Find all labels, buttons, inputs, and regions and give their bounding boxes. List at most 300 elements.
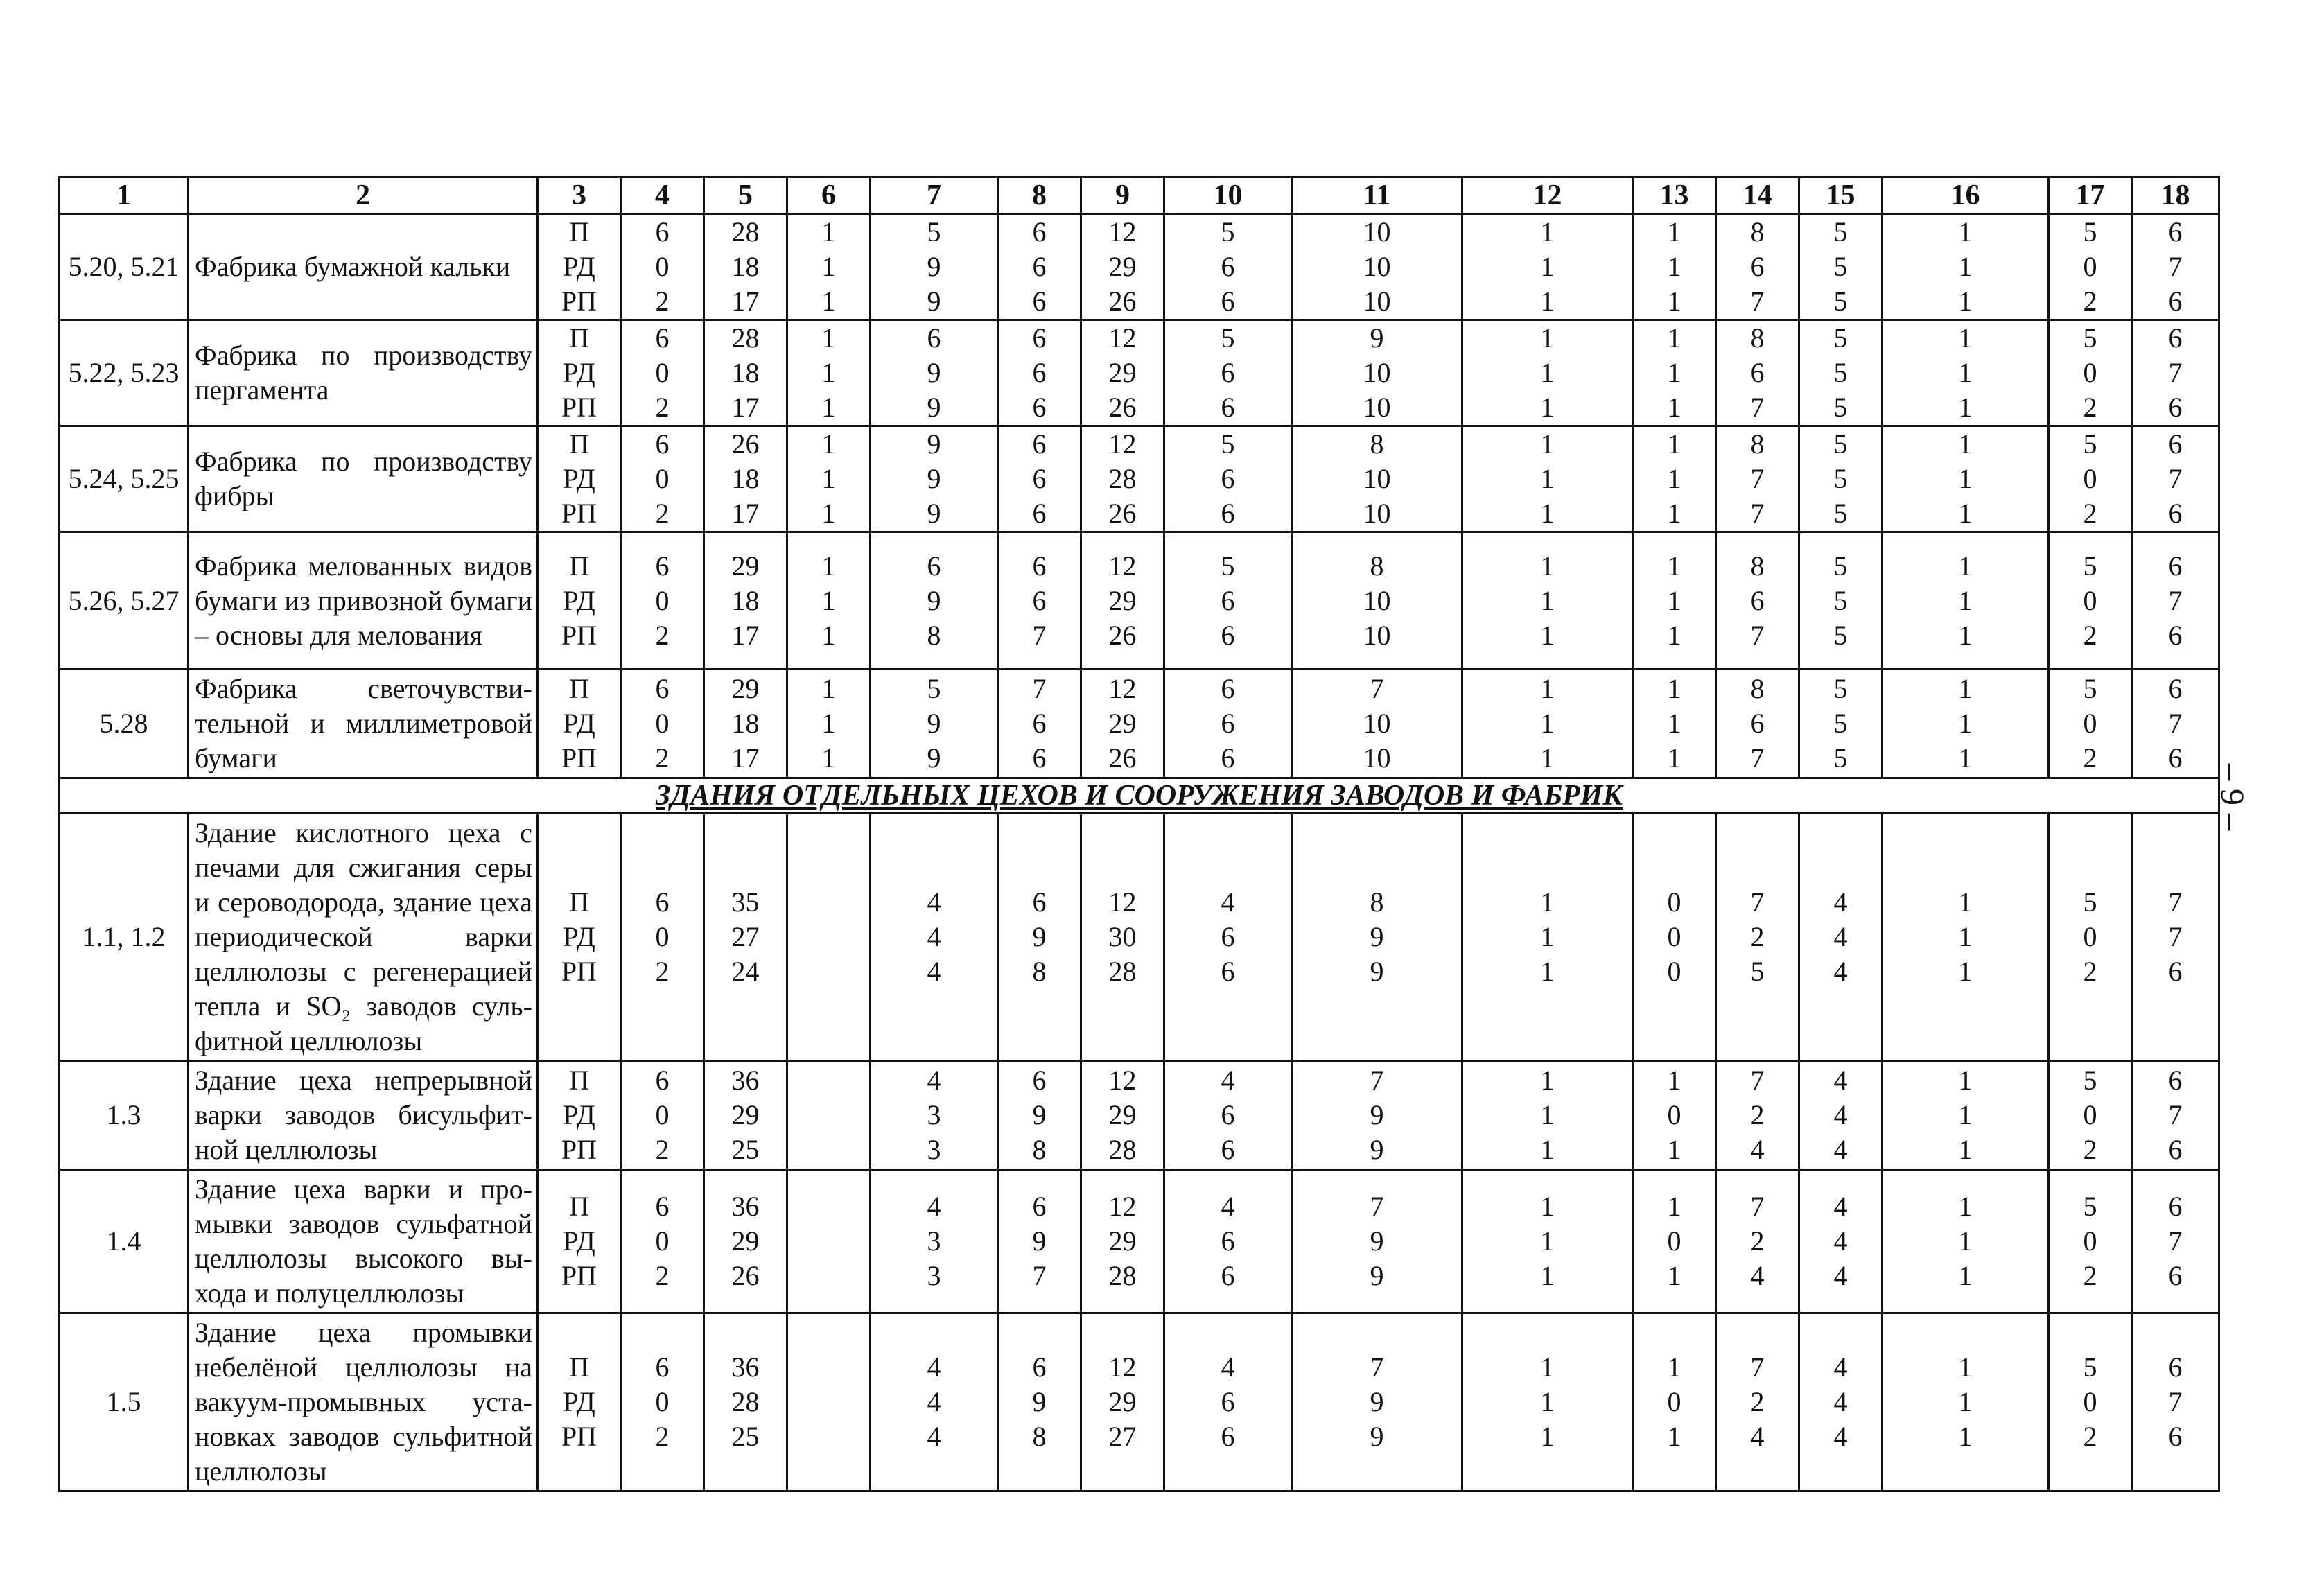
row-name: Здание цеха варки и промывки заводов сульфатной целлюлозы высокого выхода и полуцеллюлозы	[189, 1170, 538, 1313]
value-cell	[787, 532, 871, 670]
value: 4	[927, 1191, 941, 1222]
value: 1	[1958, 498, 1973, 529]
value: 4	[927, 1421, 941, 1452]
value: 6	[1221, 956, 1235, 987]
value-cell	[2049, 320, 2132, 426]
value: 6	[1032, 322, 1047, 353]
value: 9	[1370, 322, 1384, 353]
value-cell	[1633, 1170, 1716, 1313]
value-cell	[1292, 1313, 1462, 1492]
value: 6	[1221, 1134, 1235, 1165]
value: 18	[731, 584, 760, 616]
value: 3	[927, 1099, 941, 1130]
value: 6	[2168, 1352, 2183, 1383]
value	[788, 1098, 869, 1133]
value: 9	[1370, 921, 1384, 952]
value-cell	[1799, 1061, 1882, 1170]
value: 12	[1108, 1191, 1137, 1222]
value: 7	[2168, 921, 2183, 952]
value: 5	[1833, 708, 1848, 739]
value: 1	[1958, 1099, 1973, 1130]
value: 6	[2168, 392, 2183, 423]
value: 6	[2168, 286, 2183, 317]
value: 4	[927, 1352, 941, 1383]
stage-label: РД	[563, 1225, 595, 1257]
value: 1	[1958, 619, 1973, 651]
value-cell	[1081, 1313, 1164, 1492]
stage-label: РД	[563, 251, 595, 282]
header-cell: 8	[998, 177, 1081, 214]
value-cell	[1882, 320, 2049, 426]
value-cell	[1081, 214, 1164, 320]
value: 10	[1363, 708, 1391, 739]
value: 7	[2168, 708, 2183, 739]
value: 4	[927, 1386, 941, 1417]
value: 7	[1750, 742, 1765, 773]
value	[788, 920, 869, 954]
value-cell	[1799, 214, 1882, 320]
value-cell	[2132, 214, 2219, 320]
value: 1	[1958, 886, 1973, 918]
row-stages	[538, 426, 621, 532]
stage-label: П	[569, 1352, 589, 1383]
row-stages	[538, 1061, 621, 1170]
value-cell	[2132, 532, 2219, 670]
value: 2	[2083, 392, 2097, 423]
stage-label: РП	[561, 286, 597, 317]
value: 6	[2168, 1191, 2183, 1222]
value: 2	[655, 498, 670, 529]
value: 4	[1833, 1191, 1848, 1222]
value: 1	[1667, 1260, 1681, 1291]
row-stages	[538, 532, 621, 670]
value: 4	[1833, 1260, 1848, 1291]
header-cell: 2	[189, 177, 538, 214]
value	[788, 1419, 869, 1454]
value-cell	[1716, 1061, 1799, 1170]
value-cell	[1716, 214, 1799, 320]
value-cell	[704, 670, 787, 778]
stage-label: РД	[563, 357, 595, 388]
value: 5	[1833, 428, 1848, 460]
value: 7	[1750, 886, 1765, 918]
value-cell	[871, 1061, 998, 1170]
value: 6	[655, 550, 670, 581]
value: 6	[2168, 216, 2183, 247]
value: 0	[1667, 921, 1681, 952]
value: 1	[1958, 463, 1973, 494]
value: 7	[1032, 619, 1047, 651]
value: 1	[1958, 1260, 1973, 1291]
row-code: 1.1, 1.2	[60, 814, 189, 1061]
value-cell	[1081, 1170, 1164, 1313]
value: 1	[1667, 322, 1681, 353]
value-cell	[1799, 670, 1882, 778]
value: 6	[1221, 1260, 1235, 1291]
value: 6	[1221, 463, 1235, 494]
value	[788, 1133, 869, 1167]
value-cell	[2049, 814, 2132, 1061]
value: 1	[821, 584, 836, 616]
value: 6	[2168, 956, 2183, 987]
value: 5	[2083, 673, 2097, 704]
value: 1	[1667, 550, 1681, 581]
value: 2	[655, 1421, 670, 1452]
value: 6	[1221, 1225, 1235, 1257]
value: 1	[821, 619, 836, 651]
value: 1	[821, 286, 836, 317]
value: 28	[731, 1386, 760, 1417]
data-table	[58, 176, 2220, 1492]
value: 5	[1221, 322, 1235, 353]
value: 9	[927, 584, 941, 616]
value: 5	[1833, 322, 1848, 353]
value: 6	[1221, 498, 1235, 529]
value: 10	[1363, 498, 1391, 529]
value-cell	[1799, 532, 1882, 670]
value: 6	[1221, 584, 1235, 616]
value: 1	[1667, 1065, 1681, 1096]
value: 5	[1833, 392, 1848, 423]
value: 9	[927, 463, 941, 494]
value: 2	[2083, 742, 2097, 773]
header-cell: 7	[871, 177, 998, 214]
value: 5	[1833, 357, 1848, 388]
value: 6	[1221, 251, 1235, 282]
value-cell	[2049, 426, 2132, 532]
row-stages	[538, 670, 621, 778]
value-cell	[621, 320, 704, 426]
row-stages	[538, 320, 621, 426]
value: 4	[1750, 1134, 1765, 1165]
value: 29	[1108, 708, 1137, 739]
value: 29	[731, 1099, 760, 1130]
value: 5	[1221, 428, 1235, 460]
value-cell	[1882, 1061, 2049, 1170]
value: 1	[1540, 921, 1555, 952]
value: 0	[655, 921, 670, 952]
value: 4	[1833, 1065, 1848, 1096]
value: 5	[1833, 619, 1848, 651]
value: 5	[1833, 584, 1848, 616]
value: 6	[2168, 1134, 2183, 1165]
value: 9	[1032, 921, 1047, 952]
value: 10	[1363, 392, 1391, 423]
value: 4	[1833, 1099, 1848, 1130]
value-cell	[1716, 814, 1799, 1061]
value: 7	[2168, 357, 2183, 388]
value: 1	[1958, 1134, 1973, 1165]
value: 0	[2083, 1099, 2097, 1130]
value: 9	[927, 357, 941, 388]
value: 8	[1370, 428, 1384, 460]
value: 7	[1750, 286, 1765, 317]
value: 6	[927, 550, 941, 581]
value: 6	[655, 322, 670, 353]
value: 4	[927, 886, 941, 918]
row-name: Здание кислотного цеха с печами для сжигания серы и сероводорода, здание цеха периодической варки целлюлозы с регенерацией тепла и SO₂ заводов сульфитной целлюлозы	[189, 814, 538, 1061]
header-cell: 4	[621, 177, 704, 214]
value-cell	[787, 320, 871, 426]
value: 12	[1108, 216, 1137, 247]
value-cell	[621, 532, 704, 670]
value: 5	[1833, 498, 1848, 529]
value-cell	[1164, 426, 1292, 532]
table-row	[60, 214, 2219, 320]
value-cell	[998, 1170, 1081, 1313]
value: 1	[1540, 708, 1555, 739]
value: 1	[1958, 216, 1973, 247]
value: 6	[1221, 742, 1235, 773]
value: 6	[1032, 550, 1047, 581]
value: 10	[1363, 619, 1391, 651]
value: 30	[1108, 921, 1137, 952]
header-cell: 10	[1164, 177, 1292, 214]
value-cell	[998, 1061, 1081, 1170]
value-cell	[1882, 426, 2049, 532]
value-cell	[1164, 214, 1292, 320]
value-cell	[2132, 1170, 2219, 1313]
value-cell	[871, 1313, 998, 1492]
value: 10	[1363, 584, 1391, 616]
value: 2	[2083, 1134, 2097, 1165]
value: 6	[1221, 619, 1235, 651]
value: 0	[1667, 1225, 1681, 1257]
header-cell: 14	[1716, 177, 1799, 214]
value: 1	[1667, 357, 1681, 388]
value-cell	[1292, 1170, 1462, 1313]
value-cell	[1462, 532, 1633, 670]
value: 1	[1540, 673, 1555, 704]
value: 0	[1667, 956, 1681, 987]
value: 29	[731, 1225, 760, 1257]
value: 7	[1750, 1065, 1765, 1096]
value: 9	[927, 742, 941, 773]
value: 7	[1750, 463, 1765, 494]
value: 10	[1363, 357, 1391, 388]
value-cell	[1799, 320, 1882, 426]
value: 2	[1750, 1225, 1765, 1257]
value: 1	[1540, 1099, 1555, 1130]
value: 6	[2168, 498, 2183, 529]
value: 6	[655, 428, 670, 460]
stage-label: РД	[563, 921, 595, 952]
stage-label: П	[569, 550, 589, 581]
value: 36	[731, 1191, 760, 1222]
stage-label: П	[569, 1191, 589, 1222]
row-name: Фабрика светочувствительной и миллиметровой бумаги	[189, 670, 538, 778]
value: 6	[1032, 584, 1047, 616]
value: 9	[927, 251, 941, 282]
value: 2	[655, 956, 670, 987]
value: 1	[1540, 584, 1555, 616]
value: 29	[1108, 1099, 1137, 1130]
value: 9	[1370, 1225, 1384, 1257]
value: 1	[1958, 1386, 1973, 1417]
value-cell	[621, 1170, 704, 1313]
value: 0	[1667, 886, 1681, 918]
value-cell	[1462, 320, 1633, 426]
value: 4	[927, 956, 941, 987]
value: 1	[1540, 251, 1555, 282]
value: 2	[2083, 498, 2097, 529]
value: 1	[1958, 357, 1973, 388]
value: 0	[2083, 251, 2097, 282]
value: 4	[1221, 1191, 1235, 1222]
table-row	[60, 1313, 2219, 1492]
value: 7	[2168, 1225, 2183, 1257]
value: 1	[1958, 584, 1973, 616]
value-cell	[998, 214, 1081, 320]
value: 12	[1108, 322, 1137, 353]
value: 1	[1540, 498, 1555, 529]
value: 8	[1370, 550, 1384, 581]
value: 12	[1108, 550, 1137, 581]
stage-label: П	[569, 1065, 589, 1096]
value-cell	[704, 426, 787, 532]
value: 7	[1370, 1065, 1384, 1096]
value-cell	[871, 532, 998, 670]
value: 1	[1540, 956, 1555, 987]
value: 5	[1833, 742, 1848, 773]
value: 7	[1032, 1260, 1047, 1291]
value-cell	[1164, 320, 1292, 426]
group-factories	[60, 214, 2219, 778]
value-cell	[1462, 814, 1633, 1061]
value: 1	[1540, 322, 1555, 353]
value: 2	[1750, 1386, 1765, 1417]
value: 1	[1540, 886, 1555, 918]
value: 1	[1958, 550, 1973, 581]
value: 1	[1540, 1065, 1555, 1096]
value-cell	[1799, 1170, 1882, 1313]
value: 1	[1667, 1191, 1681, 1222]
value-cell	[621, 670, 704, 778]
value-cell	[1292, 214, 1462, 320]
value: 5	[1221, 550, 1235, 581]
value: 0	[2083, 584, 2097, 616]
row-code: 1.3	[60, 1061, 189, 1170]
value: 0	[655, 1386, 670, 1417]
value: 1	[1958, 1225, 1973, 1257]
value: 8	[1370, 886, 1384, 918]
value-cell	[1462, 670, 1633, 778]
value: 2	[2083, 1260, 2097, 1291]
value-cell	[1081, 320, 1164, 426]
value-cell	[1081, 426, 1164, 532]
value-cell	[1292, 814, 1462, 1061]
value-cell	[871, 320, 998, 426]
value: 5	[1750, 956, 1765, 987]
value: 4	[1221, 1065, 1235, 1096]
value: 4	[1833, 1134, 1848, 1165]
value: 6	[2168, 550, 2183, 581]
value-cell	[1292, 670, 1462, 778]
value-cell	[1081, 1061, 1164, 1170]
value: 36	[731, 1065, 760, 1096]
value-cell	[704, 1061, 787, 1170]
value-cell	[1882, 1313, 2049, 1492]
value: 1	[1667, 1421, 1681, 1452]
value: 8	[1750, 216, 1765, 247]
value: 9	[927, 392, 941, 423]
value: 1	[1958, 1421, 1973, 1452]
value: 6	[2168, 742, 2183, 773]
value: 0	[2083, 1386, 2097, 1417]
value-cell	[1716, 426, 1799, 532]
value: 5	[1833, 286, 1848, 317]
value: 18	[731, 708, 760, 739]
value: 4	[1833, 1386, 1848, 1417]
value: 6	[2168, 673, 2183, 704]
value: 6	[1221, 921, 1235, 952]
value: 6	[1221, 1386, 1235, 1417]
value: 5	[2083, 322, 2097, 353]
stage-label: РП	[561, 1421, 597, 1452]
value: 1	[1667, 1134, 1681, 1165]
value: 8	[927, 619, 941, 651]
value	[788, 1189, 869, 1224]
stage-label: РД	[563, 1099, 595, 1130]
value: 5	[1221, 216, 1235, 247]
value: 7	[1370, 1352, 1384, 1383]
value: 1	[1667, 1352, 1681, 1383]
value: 1	[1958, 673, 1973, 704]
value: 6	[1221, 1099, 1235, 1130]
value-cell	[787, 814, 871, 1061]
value: 0	[2083, 1225, 2097, 1257]
table-row	[60, 320, 2219, 426]
value: 6	[1221, 673, 1235, 704]
value-cell	[621, 1313, 704, 1492]
row-code: 1.5	[60, 1313, 189, 1492]
value: 7	[2168, 584, 2183, 616]
value-cell	[621, 814, 704, 1061]
value: 0	[2083, 708, 2097, 739]
value: 1	[1667, 673, 1681, 704]
value: 6	[1032, 708, 1047, 739]
value: 4	[1221, 1352, 1235, 1383]
value: 1	[1958, 708, 1973, 739]
value-cell	[1633, 214, 1716, 320]
value: 1	[1540, 1352, 1555, 1383]
value: 2	[1750, 921, 1765, 952]
value	[788, 1350, 869, 1385]
stage-label: П	[569, 322, 589, 353]
value: 9	[1032, 1099, 1047, 1130]
value-cell	[787, 1061, 871, 1170]
value: 1	[1540, 463, 1555, 494]
value: 6	[1032, 742, 1047, 773]
value: 2	[2083, 619, 2097, 651]
value: 10	[1363, 216, 1391, 247]
value: 6	[1221, 1421, 1235, 1452]
value: 2	[655, 1260, 670, 1291]
value-cell	[2049, 670, 2132, 778]
value: 3	[927, 1225, 941, 1257]
value: 1	[1540, 357, 1555, 388]
value: 9	[1370, 1421, 1384, 1452]
value: 0	[655, 1099, 670, 1130]
value: 9	[1032, 1386, 1047, 1417]
value: 4	[1833, 921, 1848, 952]
value-cell	[2132, 814, 2219, 1061]
value: 8	[1750, 673, 1765, 704]
value-cell	[704, 1170, 787, 1313]
value: 6	[1032, 357, 1047, 388]
value-cell	[871, 814, 998, 1061]
value: 1	[1667, 584, 1681, 616]
